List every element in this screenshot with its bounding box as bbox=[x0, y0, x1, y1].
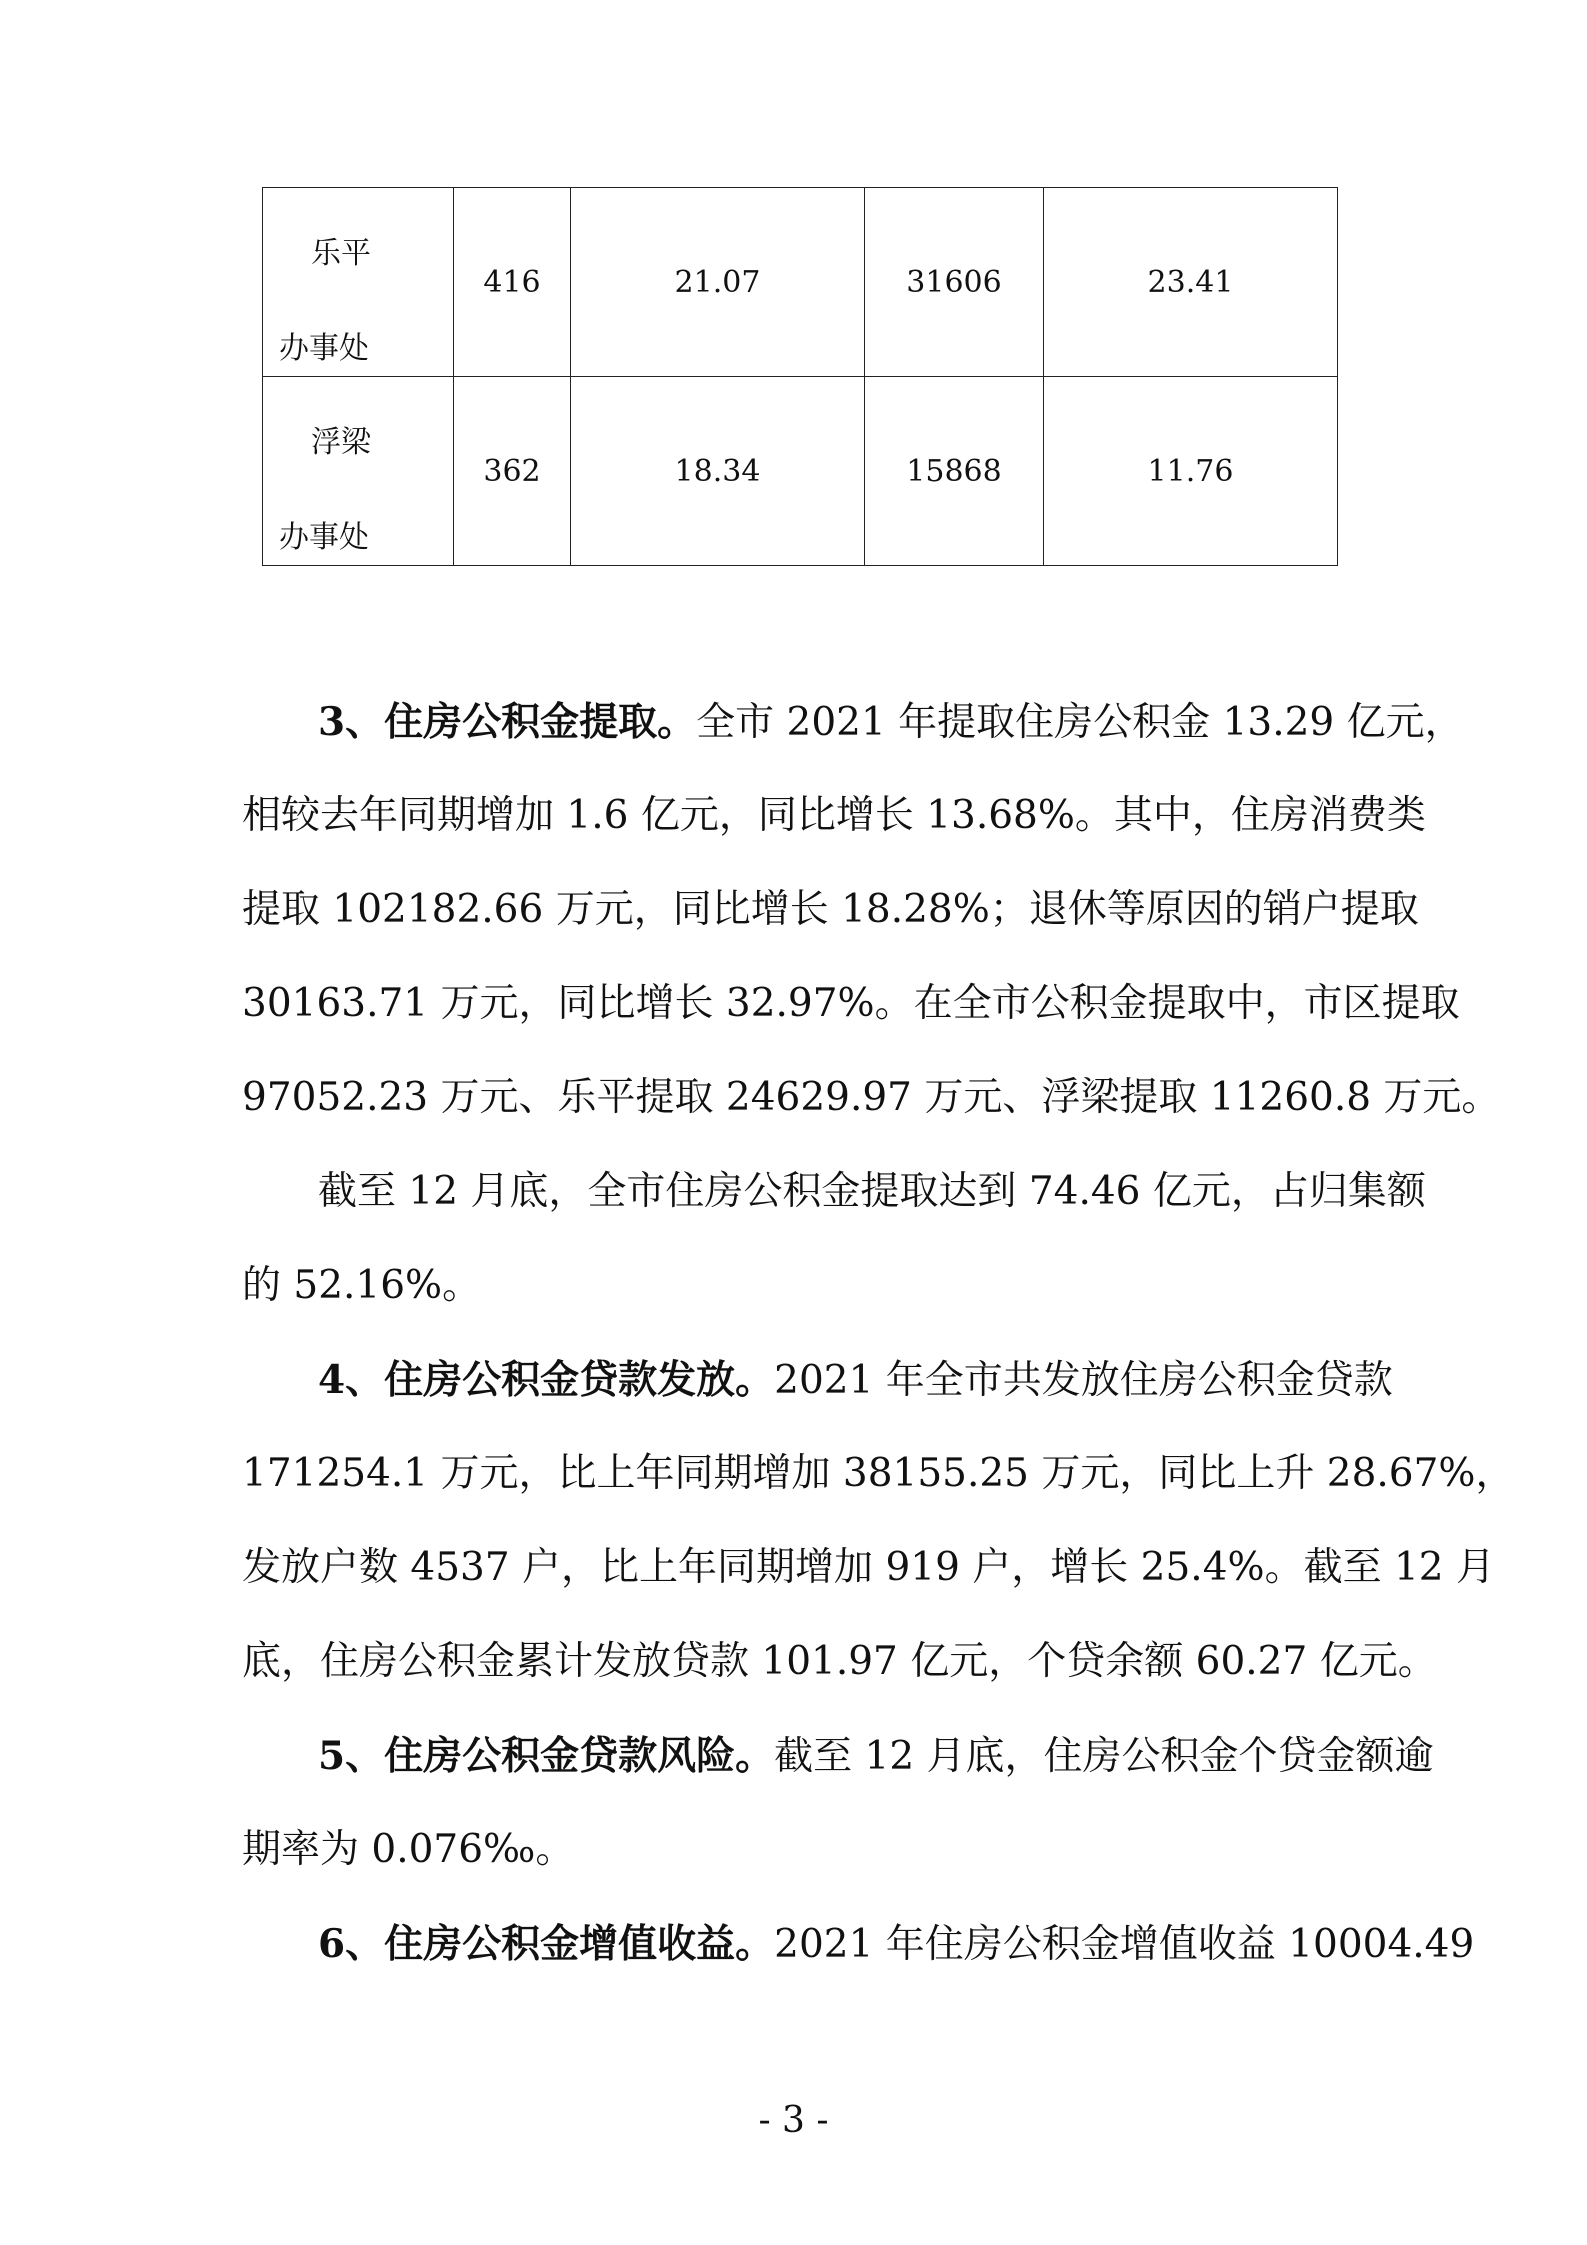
table-cell: 23.41 bbox=[1044, 188, 1338, 377]
text: 2021 年住房公积金增值收益 10004.49 bbox=[774, 1922, 1475, 1967]
text: 截至 12 月底，住房公积金个贷金额逾 bbox=[774, 1734, 1434, 1779]
paragraph-line bbox=[242, 1709, 1434, 1803]
section-heading: 6、住房公积金增值收益。 bbox=[318, 1921, 775, 1967]
table-cell: 18.34 bbox=[571, 377, 865, 566]
text: 2021 年全市共发放住房公积金贷款 bbox=[774, 1358, 1393, 1403]
paragraph-line: 截至 12 月底，全市住房公积金提取达到 74.46 亿元，占归集额 bbox=[318, 1169, 1426, 1214]
table-cell: 31606 bbox=[865, 188, 1044, 377]
paragraph-line: 期率为 0.076‰。 bbox=[242, 1827, 575, 1872]
table-cell: 15868 bbox=[865, 377, 1044, 566]
office-name bbox=[263, 377, 454, 566]
section-heading: 3、住房公积金提取。 bbox=[318, 699, 697, 745]
table-row bbox=[263, 377, 1338, 566]
paragraph-line: 相较去年同期增加 1.6 亿元，同比增长 13.68%。其中，住房消费类 bbox=[242, 793, 1426, 838]
paragraph-line: 底，住房公积金累计发放贷款 101.97 亿元，个贷余额 60.27 亿元。 bbox=[242, 1639, 1437, 1684]
paragraph-line bbox=[242, 1897, 1475, 1991]
table-cell: 11.76 bbox=[1044, 377, 1338, 566]
paragraph-line: 171254.1 万元，比上年同期增加 38155.25 万元，同比上升 28.67%， bbox=[242, 1451, 1515, 1496]
table-cell: 416 bbox=[454, 188, 571, 377]
office-name-line1: 浮梁 bbox=[311, 425, 371, 460]
office-name bbox=[263, 188, 454, 377]
office-stats-table bbox=[262, 187, 1338, 566]
section-heading: 5、住房公积金贷款风险。 bbox=[318, 1733, 775, 1779]
paragraph-line: 的 52.16%。 bbox=[242, 1263, 482, 1308]
paragraph-line: 97052.23 万元、乐平提取 24629.97 万元、浮梁提取 11260.8 万元。 bbox=[242, 1075, 1501, 1120]
section-heading: 4、住房公积金贷款发放。 bbox=[318, 1357, 775, 1403]
paragraph-line bbox=[242, 675, 1464, 769]
table-cell: 362 bbox=[454, 377, 571, 566]
paragraph-line: 30163.71 万元，同比增长 32.97%。在全市公积金提取中，市区提取 bbox=[242, 981, 1460, 1026]
text: 全市 2021 年提取住房公积金 13.29 亿元， bbox=[696, 700, 1464, 745]
office-name-line2: 办事处 bbox=[279, 331, 369, 366]
page-number: - 3 - bbox=[758, 2100, 829, 2141]
paragraph-line bbox=[242, 1333, 1393, 1427]
office-name-line2: 办事处 bbox=[279, 520, 369, 555]
document-body bbox=[242, 675, 1515, 1991]
office-name-line1: 乐平 bbox=[311, 236, 371, 271]
table-row bbox=[263, 188, 1338, 377]
paragraph-line: 发放户数 4537 户，比上年同期增加 919 户，增长 25.4%。截至 12 月 bbox=[242, 1545, 1495, 1590]
table-cell: 21.07 bbox=[571, 188, 865, 377]
paragraph-line: 提取 102182.66 万元，同比增长 18.28%；退休等原因的销户提取 bbox=[242, 887, 1419, 932]
